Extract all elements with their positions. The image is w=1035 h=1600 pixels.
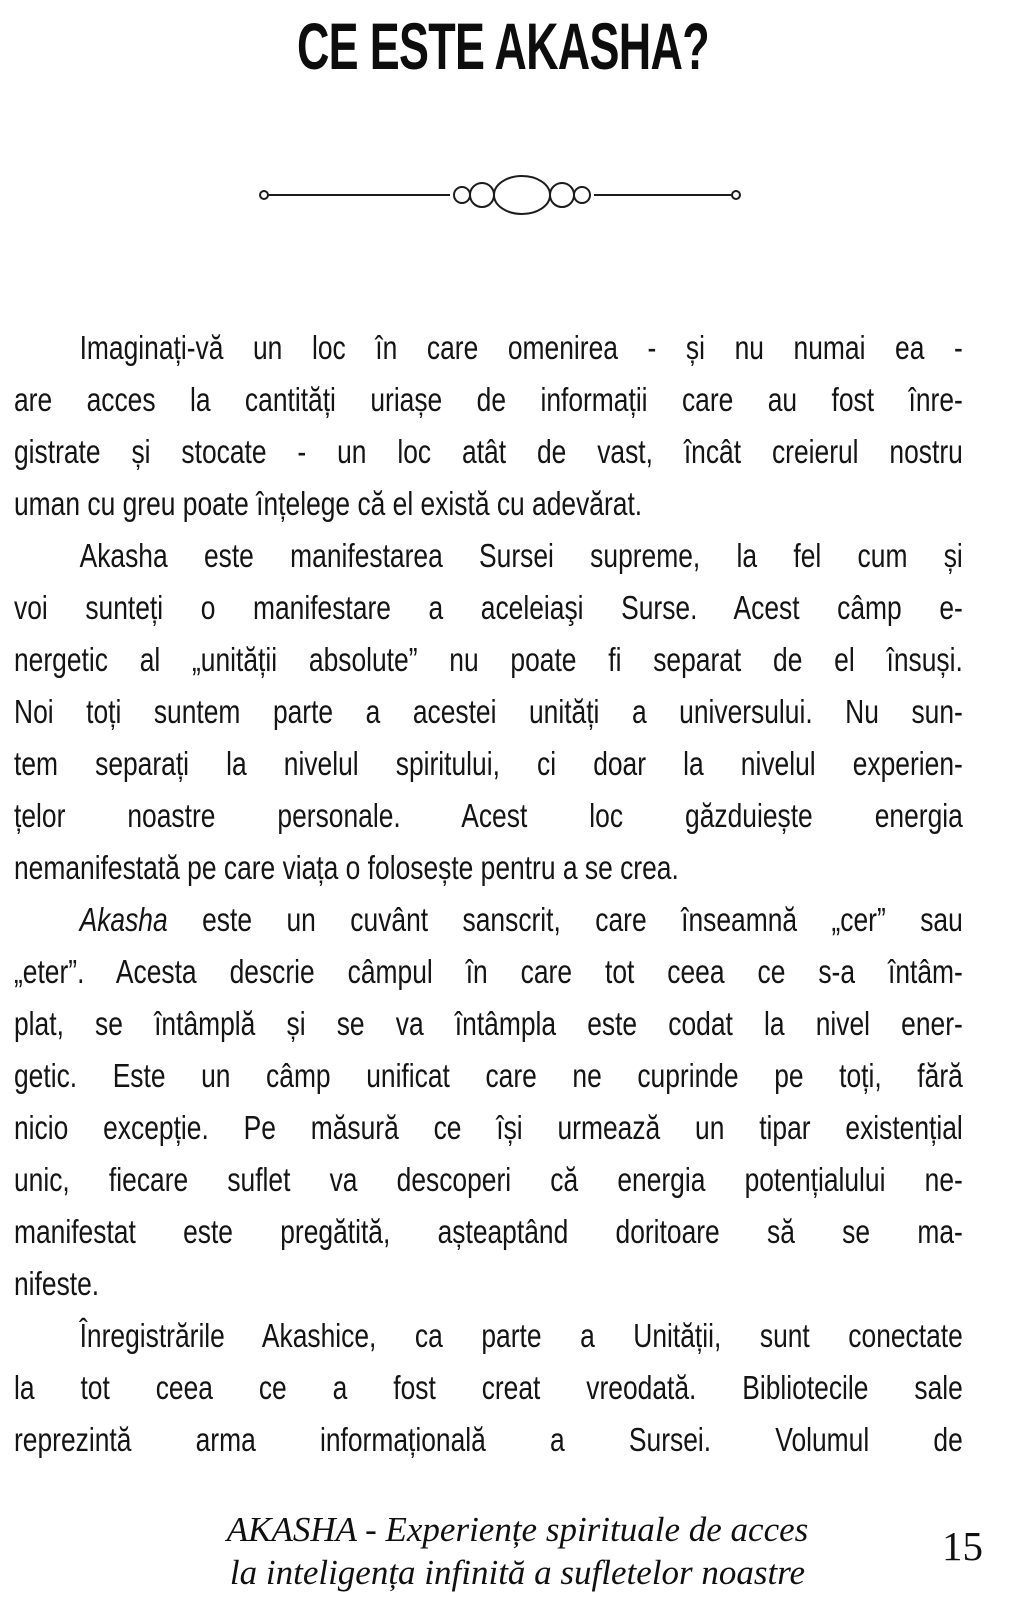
text-line: getic. Este un câmp unificat care ne cuprinde pe toți, fără — [14, 1057, 963, 1094]
footer-book-title-line1: AKASHA - Experiențe spirituale de acces — [226, 1510, 809, 1549]
text-line: țelor noastre personale. Acest loc găzduiește energia — [14, 797, 963, 834]
body-text — [14, 322, 963, 1466]
text-line: la tot ceea ce a fost creat vreodată. Bibliotecile sale — [14, 1369, 963, 1406]
text-line: nemanifestată pe care viața o folosește pentru a se crea. — [14, 849, 679, 886]
paragraph-1 — [14, 322, 963, 530]
text-line: plat, se întâmplă și se va întâmpla este codat la nivel ener- — [14, 1005, 963, 1042]
text-line: „eter”. Acesta descrie câmpul în care tot ceea ce s-a întâm- — [14, 953, 963, 990]
text-line — [14, 894, 963, 946]
text-line-rest: este un cuvânt sanscrit, care înseamnă „cer” sau — [167, 901, 963, 938]
text-line: gistrate și stocate - un loc atât de vast, încât creierul nostru — [14, 433, 963, 470]
text-line: are acces la cantități uriașe de informații care au fost înre- — [14, 381, 963, 418]
text-line: uman cu greu poate înțelege că el există cu adevărat. — [14, 485, 643, 522]
footer-running-title — [0, 1508, 1035, 1594]
page-title — [0, 9, 1005, 83]
text-line: manifestat este pregătită, așteaptând doritoare să se ma- — [14, 1213, 963, 1250]
text-line: Imaginați-vă un loc în care omenirea - și nu numai ea - — [79, 329, 963, 366]
text-line: nifeste. — [14, 1265, 100, 1302]
footer-book-title-line2: la inteligența infinită a sufletelor noastre — [229, 1553, 806, 1592]
page-number: 15 — [942, 1523, 983, 1569]
text-line: nergetic al „unității absolute” nu poate fi separat de el însuși. — [14, 641, 963, 678]
paragraph-4 — [14, 1310, 963, 1466]
text-line: voi sunteți o manifestare a aceleiaşi Surse. Acest câmp e- — [14, 589, 963, 626]
text-line: reprezintă arma informațională a Sursei. Volumul de — [14, 1421, 963, 1458]
page-title-text: CE ESTE AKASHA? — [296, 9, 709, 83]
text-line: unic, fiecare suflet va descoperi că energia potențialului ne- — [14, 1161, 963, 1198]
text-line: Înregistrările Akashice, ca parte a Unității, sunt conectate — [79, 1317, 963, 1354]
section-divider — [258, 173, 742, 222]
divider-ornament-icon — [258, 173, 742, 217]
text-line: Akasha este manifestarea Sursei supreme, la fel cum și — [79, 537, 963, 574]
italic-word-akasha: Akasha — [79, 901, 168, 938]
text-line: nicio excepție. Pe măsură ce își urmează un tipar existențial — [14, 1109, 963, 1146]
paragraph-2 — [14, 530, 963, 894]
text-line: tem separați la nivelul spiritului, ci doar la nivelul experien- — [14, 745, 963, 782]
text-line: Noi toți suntem parte a acestei unități a universului. Nu sun- — [14, 693, 963, 730]
paragraph-3 — [14, 894, 963, 1310]
